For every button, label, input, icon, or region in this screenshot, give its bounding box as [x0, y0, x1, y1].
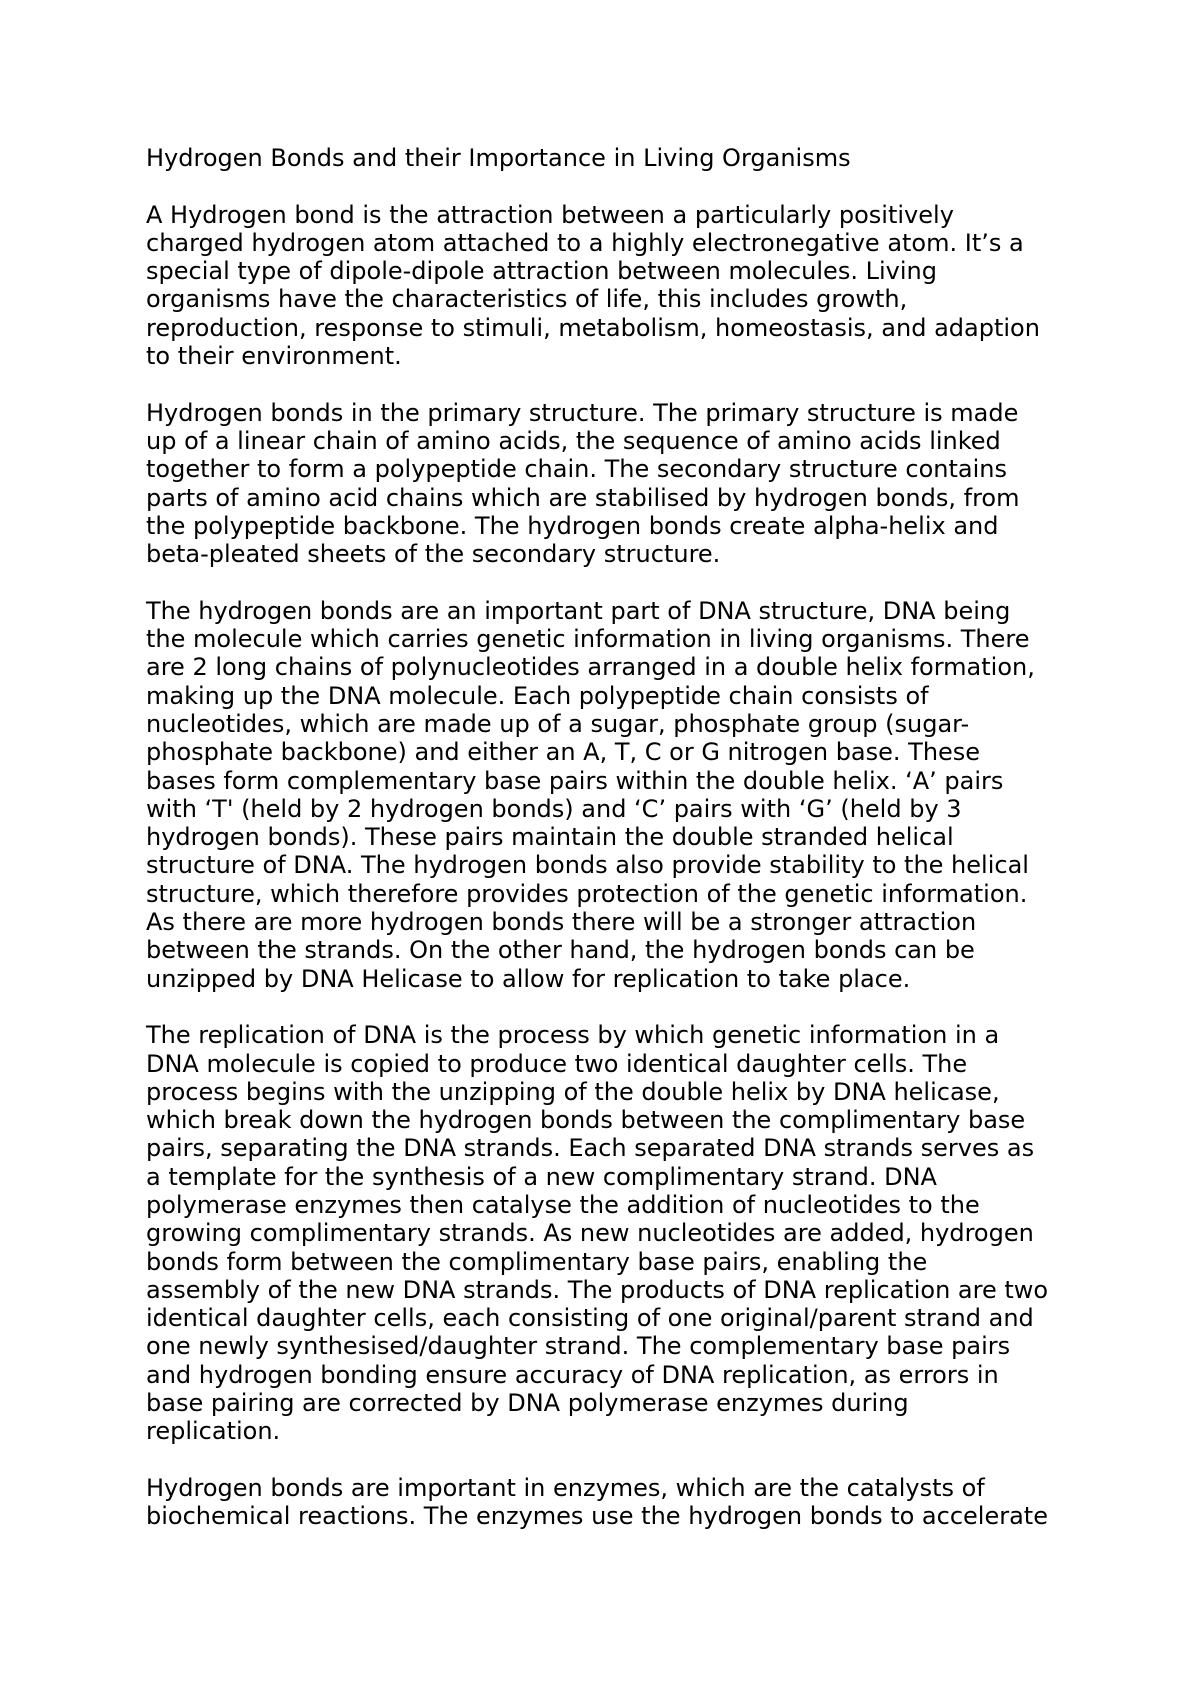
document-title: Hydrogen Bonds and their Importance in Living Organisms — [146, 144, 851, 172]
paragraph-spacer — [146, 993, 1066, 1021]
text-line: the polypeptide backbone. The hydrogen bonds create alpha-helix and — [146, 511, 999, 540]
text-line: which break down the hydrogen bonds between the complimentary base — [146, 1106, 1026, 1135]
text-line: replication. — [146, 1417, 281, 1446]
text-line: nucleotides, which are made up of a sugar, phosphate group (sugar- — [146, 709, 970, 738]
document-body — [146, 144, 1066, 1531]
text-line: together to form a polypeptide chain. The secondary structure contains — [146, 455, 1007, 484]
text-line: structure, which therefore provides protection of the genetic information. — [146, 879, 1028, 908]
text-line: pairs, separating the DNA strands. Each separated DNA strands serves as — [146, 1134, 1035, 1163]
text-line: reproduction, response to stimuli, metabolism, homeostasis, and adaption — [146, 313, 1040, 342]
text-line: A Hydrogen bond is the attraction between a particularly positively — [146, 200, 954, 229]
text-line: growing complimentary strands. As new nucleotides are added, hydrogen — [146, 1219, 1034, 1248]
paragraph-spacer — [146, 1446, 1066, 1474]
paragraph — [146, 1021, 1066, 1445]
text-line: Hydrogen bonds in the primary structure. The primary structure is made — [146, 398, 1019, 427]
text-line: to their environment. — [146, 342, 402, 371]
text-line: bases form complementary base pairs within the double helix. ‘A’ pairs — [146, 766, 1004, 795]
text-line: The hydrogen bonds are an important part of DNA structure, DNA being — [146, 596, 1011, 625]
text-line: phosphate backbone) and either an A, T, C or G nitrogen base. These — [146, 738, 981, 767]
text-line: organisms have the characteristics of life, this includes growth, — [146, 285, 908, 314]
paragraph-spacer — [146, 172, 1066, 200]
text-line: a template for the synthesis of a new complimentary strand. DNA — [146, 1162, 937, 1191]
text-line: beta-pleated sheets of the secondary structure. — [146, 540, 721, 569]
text-line: up of a linear chain of amino acids, the sequence of amino acids linked — [146, 426, 1001, 455]
text-line: process begins with the unzipping of the double helix by DNA helicase, — [146, 1077, 1000, 1106]
text-line: assembly of the new DNA strands. The products of DNA replication are two — [146, 1275, 1049, 1304]
text-line: The replication of DNA is the process by which genetic information in a — [146, 1021, 1000, 1050]
paragraph — [146, 1474, 1066, 1531]
text-line: bonds form between the complimentary base pairs, enabling the — [146, 1247, 928, 1276]
text-line: base pairing are corrected by DNA polymerase enzymes during — [146, 1389, 909, 1418]
text-line: between the strands. On the other hand, the hydrogen bonds can be — [146, 936, 975, 965]
text-line: special type of dipole-dipole attraction between molecules. Living — [146, 257, 937, 286]
paragraph — [146, 597, 1066, 993]
text-line: one newly synthesised/daughter strand. The complementary base pairs — [146, 1332, 1011, 1361]
text-line: the molecule which carries genetic information in living organisms. There — [146, 625, 1030, 654]
text-line: biochemical reactions. The enzymes use the hydrogen bonds to accelerate — [146, 1502, 1048, 1531]
text-line: parts of amino acid chains which are stabilised by hydrogen bonds, from — [146, 483, 1020, 512]
text-line: are 2 long chains of polynucleotides arranged in a double helix formation, — [146, 653, 1035, 682]
paragraph-spacer — [146, 568, 1066, 596]
paragraph-spacer — [146, 370, 1066, 398]
text-line: charged hydrogen atom attached to a highly electronegative atom. It’s a — [146, 228, 1024, 257]
text-line: polymerase enzymes then catalyse the addition of nucleotides to the — [146, 1190, 980, 1219]
paragraph — [146, 201, 1066, 371]
text-line: As there are more hydrogen bonds there will be a stronger attraction — [146, 908, 977, 937]
paragraph — [146, 399, 1066, 569]
text-line: identical daughter cells, each consisting of one original/parent strand and — [146, 1304, 1034, 1333]
text-line: unzipped by DNA Helicase to allow for replication to take place. — [146, 964, 911, 993]
text-line: making up the DNA molecule. Each polypeptide chain consists of — [146, 681, 929, 710]
text-line: structure of DNA. The hydrogen bonds also provide stability to the helical — [146, 851, 1029, 880]
text-line: and hydrogen bonding ensure accuracy of DNA replication, as errors in — [146, 1360, 999, 1389]
text-line: Hydrogen bonds are important in enzymes, which are the catalysts of — [146, 1473, 985, 1502]
text-line: with ‘T' (held by 2 hydrogen bonds) and ‘C’ pairs with ‘G’ (held by 3 — [146, 794, 962, 823]
text-line: DNA molecule is copied to produce two identical daughter cells. The — [146, 1049, 968, 1078]
text-line: hydrogen bonds). These pairs maintain the double stranded helical — [146, 823, 954, 852]
